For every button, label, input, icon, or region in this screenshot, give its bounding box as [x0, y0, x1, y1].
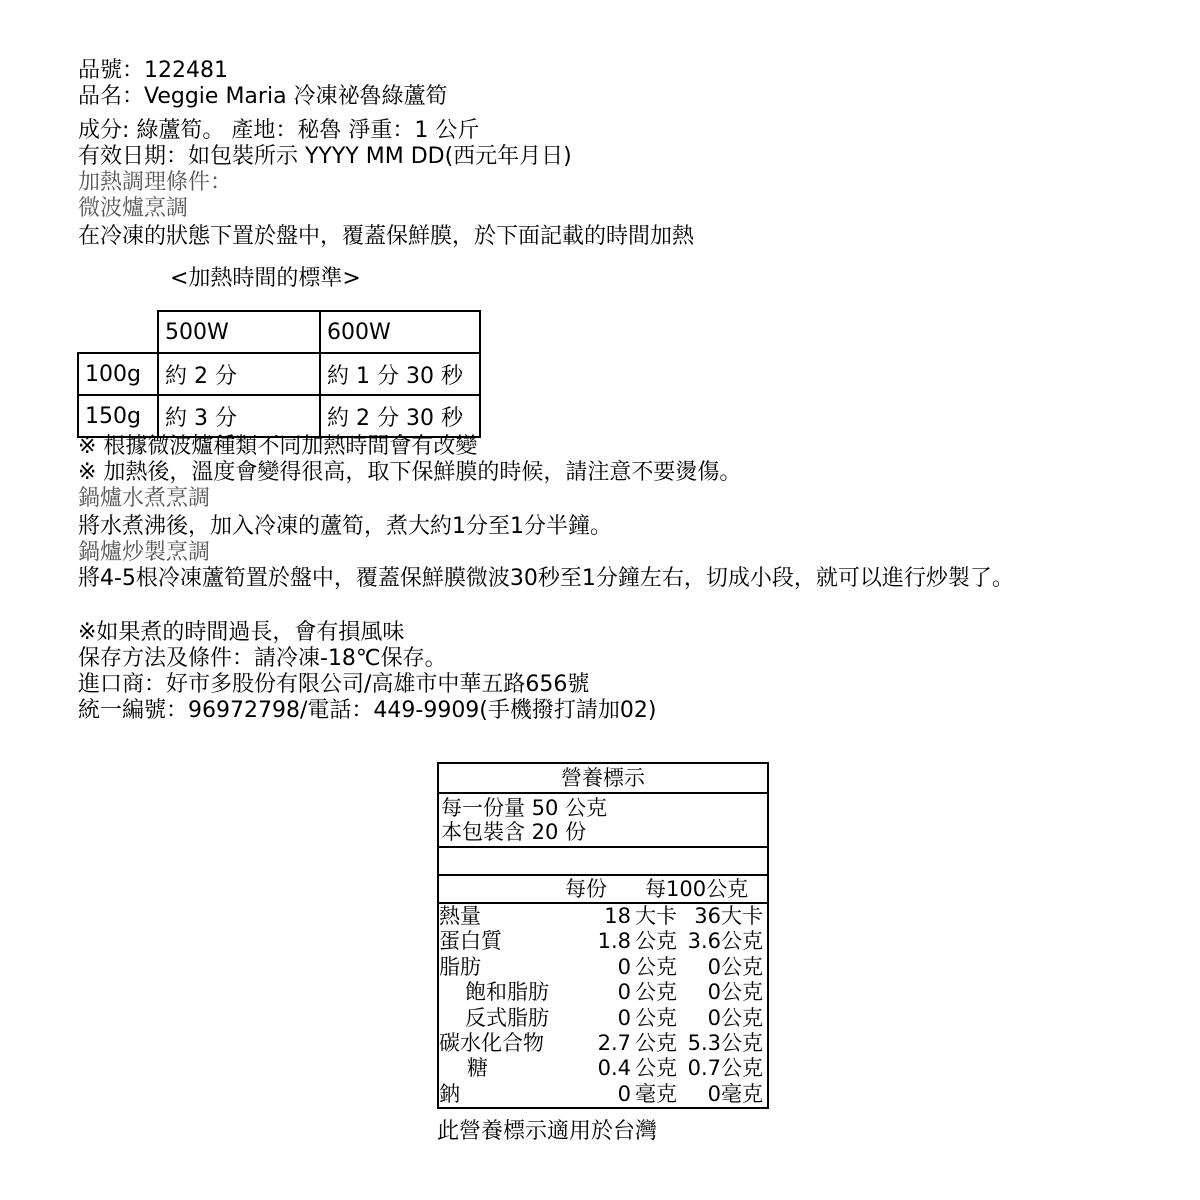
nutrient-name: 熱量 — [439, 904, 481, 928]
servings-per-package: 本包裝含 20 份 — [441, 820, 587, 844]
heating-time-table — [77, 310, 481, 438]
nutrient-name: 碳水化合物 — [439, 1030, 544, 1055]
nutrition-title: 營養標示 — [439, 764, 767, 794]
col-per-100g: 每100公克 — [645, 877, 749, 901]
nutrient-per-100g: 5.3公克 — [687, 1030, 763, 1055]
product-name: 品名：Veggie Maria 冷凍祕魯綠蘆筍 — [78, 84, 448, 109]
nutrition-row — [439, 1056, 767, 1081]
nutrient-unit: 大卡 — [635, 904, 677, 928]
nutrition-items — [439, 904, 767, 1107]
nutrient-per-serving: 0 — [617, 954, 631, 979]
table-cell-time-500w: 約 3 分 — [158, 395, 320, 437]
nutrient-per-100g: 0公克 — [707, 1005, 763, 1030]
nutrient-unit: 公克 — [635, 954, 677, 979]
microwave-instructions: 在冷凍的狀態下置於盤中，覆蓋保鮮膜，於下面記載的時間加熱 — [78, 224, 695, 249]
nutrition-row — [439, 1031, 767, 1056]
heating-conditions-heading: 加熱調理條件： — [78, 170, 233, 195]
nutrient-per-100g: 3.6公克 — [687, 929, 763, 954]
nutrient-unit: 公克 — [635, 1056, 677, 1081]
nutrient-per-100g: 0公克 — [707, 980, 763, 1005]
nutrient-per-serving: 0.4 — [597, 1056, 631, 1081]
table-cell-time-600w: 約 1 分 30 秒 — [320, 353, 480, 395]
table-cell-time-500w: 約 2 分 — [158, 353, 320, 395]
nutrition-row — [439, 904, 767, 929]
table-row — [78, 395, 480, 437]
nutrition-row — [439, 955, 767, 980]
table-cell-empty — [78, 311, 158, 353]
storage-instructions: 保存方法及條件：請冷凍-18℃保存。 — [78, 646, 447, 671]
table-cell-time-600w: 約 2 分 30 秒 — [320, 395, 480, 437]
nutrition-column-headers — [439, 876, 767, 904]
nutrient-per-serving: 0 — [617, 1005, 631, 1030]
table-cell-weight: 100g — [78, 353, 158, 395]
nutrient-unit: 公克 — [635, 1005, 677, 1030]
heating-time-standard-heading: <加熱時間的標準> — [170, 266, 361, 291]
nutrient-name: 蛋白質 — [439, 929, 502, 954]
nutrient-per-serving: 2.7 — [597, 1030, 631, 1055]
note-overcooking: ※如果煮的時間過長，會有損風味 — [78, 620, 405, 645]
nutrient-name: 飽和脂肪 — [465, 980, 549, 1005]
importer: 進口商：好市多股份有限公司/高雄市中華五路656號 — [78, 672, 590, 697]
nutrient-name: 反式脂肪 — [465, 1005, 549, 1030]
nutrient-per-100g: 36大卡 — [694, 904, 763, 928]
nutrient-per-100g: 0.7公克 — [687, 1056, 763, 1081]
table-header-600w: 600W — [320, 311, 480, 353]
nutrient-unit: 公克 — [635, 1030, 677, 1055]
table-header-500w: 500W — [158, 311, 320, 353]
heating-table-header-row — [78, 311, 480, 353]
nutrient-name: 脂肪 — [439, 954, 481, 979]
note-microwave-variance: ※ 根據微波爐種類不同加熱時間會有改變 — [78, 434, 478, 459]
nutrition-row — [439, 1082, 767, 1107]
nutrition-spacer — [439, 848, 767, 876]
tax-id-phone: 統一編號：96972798/電話：449-9909(手機撥打請加02) — [78, 698, 657, 723]
stir-fry-heading: 鍋爐炒製烹調 — [78, 540, 211, 565]
nutrient-per-serving: 1.8 — [597, 929, 631, 954]
nutrition-facts-table — [437, 762, 769, 1109]
nutrient-per-serving: 18 — [604, 904, 631, 928]
table-cell-weight: 150g — [78, 395, 158, 437]
serving-size: 每一份量 50 公克 — [441, 796, 608, 820]
nutrient-per-serving: 0 — [617, 980, 631, 1005]
nutrient-per-serving: 0 — [617, 1081, 631, 1106]
nutrient-name: 糖 — [467, 1056, 488, 1081]
nutrient-name: 鈉 — [439, 1081, 460, 1106]
nutrient-unit: 毫克 — [635, 1081, 677, 1106]
nutrient-per-100g: 0公克 — [707, 954, 763, 979]
nutrition-row — [439, 1006, 767, 1031]
stir-fry-instructions: 將4-5根冷凍蘆筍置於盤中，覆蓋保鮮膜微波30秒至1分鐘左右，切成小段，就可以進行炒製了。 — [78, 566, 1014, 591]
note-burn-warning: ※ 加熱後，溫度會變得很高，取下保鮮膜的時候，請注意不要燙傷。 — [78, 460, 742, 485]
microwave-heading: 微波爐烹調 — [78, 196, 189, 221]
item-number: 品號：122481 — [78, 58, 228, 83]
table-row — [78, 353, 480, 395]
boiling-heading: 鍋爐水煮烹調 — [78, 486, 211, 511]
boiling-instructions: 將水煮沸後，加入冷凍的蘆筍，煮大約1分至1分半鐘。 — [78, 514, 612, 539]
nutrient-unit: 公克 — [635, 929, 677, 954]
nutrition-row — [439, 980, 767, 1005]
expiry-date: 有效日期：如包裝所示 YYYY MM DD(西元年月日) — [78, 144, 572, 169]
nutrition-footer: 此營養標示適用於台灣 — [437, 1119, 658, 1144]
nutrient-unit: 公克 — [635, 980, 677, 1005]
nutrition-row — [439, 929, 767, 954]
ingredients-origin-weight: 成分: 綠蘆筍。 產地：秘魯 淨重：1 公斤 — [78, 118, 480, 143]
nutrient-per-100g: 0毫克 — [707, 1081, 763, 1106]
col-per-serving: 每份 — [565, 877, 607, 901]
nutrition-serving-info — [439, 794, 767, 848]
